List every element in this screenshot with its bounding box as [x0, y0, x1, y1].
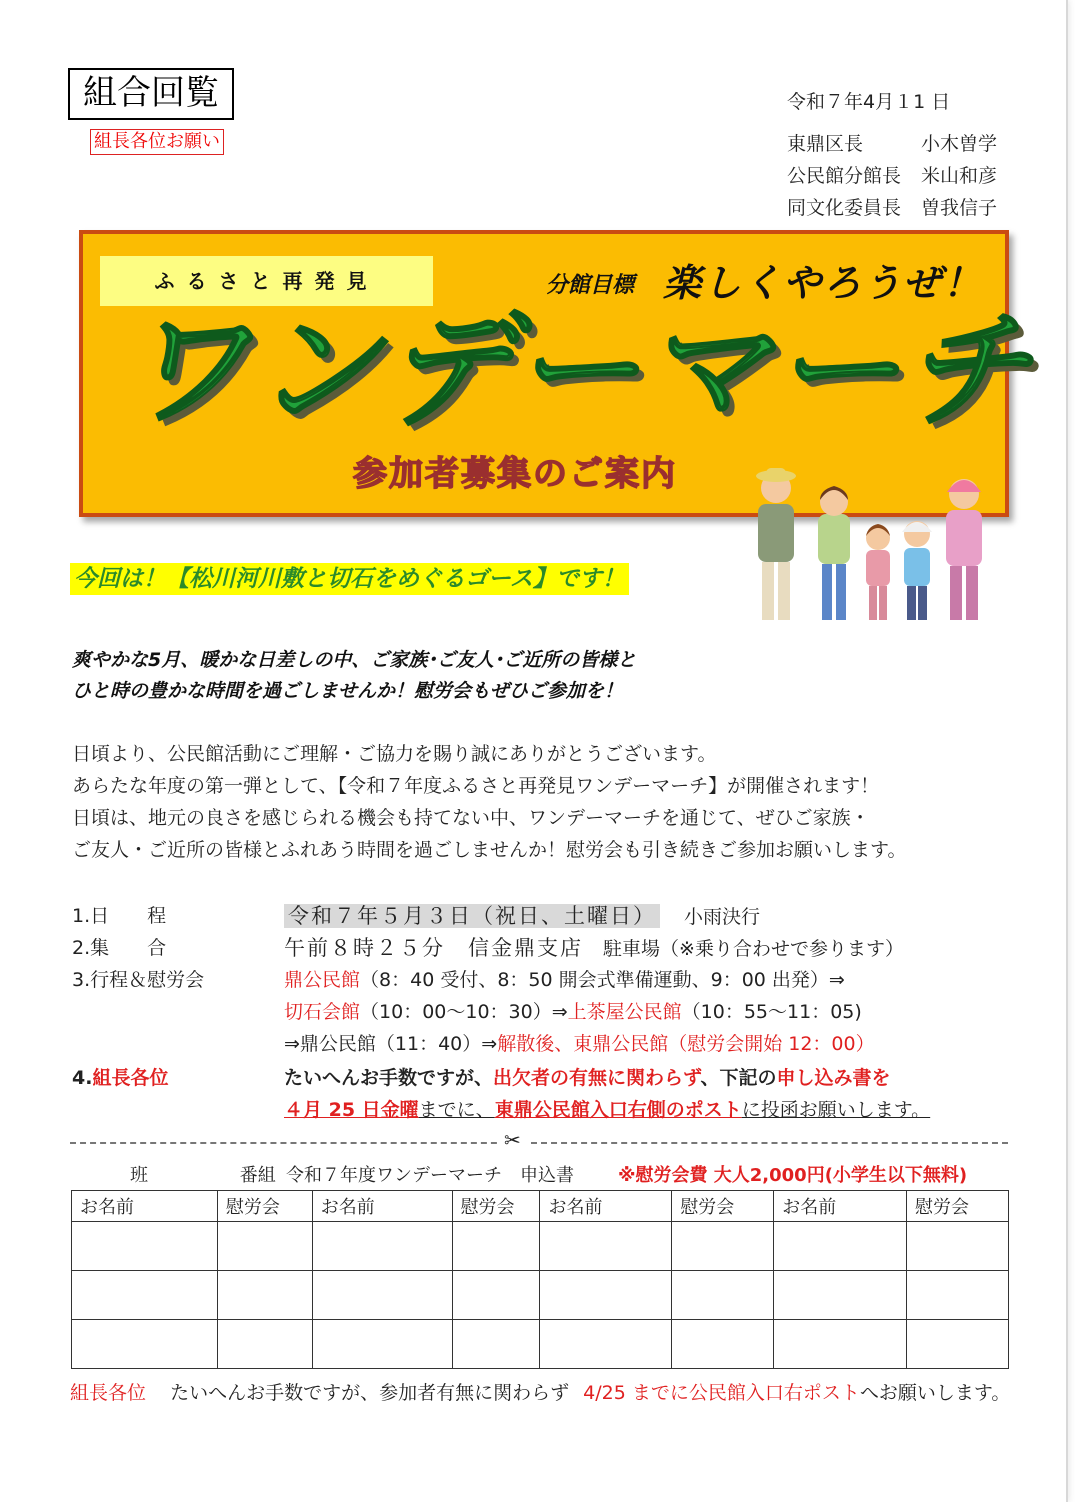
name-cell[interactable]	[540, 1222, 672, 1271]
official-name: 小木曽学	[921, 133, 998, 155]
footer-note	[70, 1378, 1010, 1408]
fee-note: ※慰労会費 大人2,000円(小学生以下無料)	[618, 1165, 968, 1186]
name-cell[interactable]	[312, 1271, 452, 1320]
body-line: 日頃は、地元の良さを感じられる機会も持てない中、ワンデーマーチを通じて、ぜひご家族・	[72, 807, 870, 829]
leaders-emphasis: 申し込み書を	[776, 1067, 891, 1089]
number-label: 番組	[206, 1162, 276, 1191]
meet-place: 駐車場（※乗り合わせで参ります）	[603, 938, 904, 960]
issue-date: 令和７年4月１1 日	[787, 91, 951, 113]
official-row	[787, 192, 997, 224]
name-cell[interactable]	[774, 1271, 907, 1320]
footer-deadline: 4/25 までに公民館入口右ポスト	[583, 1382, 860, 1404]
column-header: お名前	[540, 1191, 672, 1222]
application-table	[71, 1190, 1009, 1369]
meet-time: 午前８時２５分 信金鼎支店	[284, 936, 583, 960]
name-cell[interactable]	[540, 1271, 672, 1320]
schedule-date-row	[284, 900, 760, 933]
officials-list	[787, 128, 997, 224]
form-title: 令和７年度ワンデーマーチ 申込書	[286, 1165, 574, 1186]
leaders-text: 、下記の	[700, 1067, 777, 1089]
goal-text: 楽しくやろうぜ！	[663, 261, 984, 305]
route-place: 上茶屋公民館	[567, 1001, 682, 1023]
footer-label: 組長各位	[70, 1382, 147, 1404]
column-header: 慰労会	[907, 1191, 1009, 1222]
route-text: ⇒鼎公民館（11：40）⇒	[284, 1033, 498, 1055]
leaders-text: たいへんお手数ですが、	[284, 1067, 494, 1089]
name-cell[interactable]	[72, 1320, 218, 1369]
request-tag: 組長各位お願い	[90, 129, 224, 155]
intro-line: 爽やかな5月、暖かな日差しの中、ご家族･ご友人･ご近所の皆様と	[72, 649, 637, 671]
official-name: 米山和彦	[921, 165, 998, 187]
schedule-date-label: 1.日 程	[72, 905, 167, 927]
official-row	[787, 160, 997, 192]
route-place: 鼎公民館	[284, 969, 361, 991]
adult-woman-pink-figure	[946, 479, 982, 620]
schedule-date-note: 小雨決行	[684, 906, 761, 928]
column-header: お名前	[312, 1191, 452, 1222]
recruit-heading: 参加者募集のご案内	[353, 454, 677, 494]
table-header-row	[72, 1191, 1009, 1222]
footer-text: たいへんお手数ですが、参加者有無に関わらず	[170, 1382, 570, 1404]
party-cell[interactable]	[907, 1222, 1009, 1271]
leaders-emphasis: 出欠者の有無に関わらず	[493, 1067, 701, 1089]
route-text: （8：40 受付、8：50 開会式準備運動、9：00 出発）⇒	[360, 969, 845, 991]
leaders-text: までに、	[418, 1099, 495, 1121]
leaders-line-2	[284, 1094, 930, 1126]
official-role: 東鼎区長	[787, 133, 864, 155]
route-line-2	[284, 996, 862, 1028]
schedule-date-value: 令和７年５月３日（祝日、土曜日）	[284, 904, 660, 928]
body-line: あらたな年度の第一弾として、【令和７年度ふるさと再発見ワンデーマーチ】が開催されます！	[72, 775, 880, 797]
leaders-number: 4.	[72, 1067, 93, 1089]
family-illustration	[748, 466, 1008, 626]
party-cell[interactable]	[907, 1271, 1009, 1320]
event-title: ワンデーマーチ	[123, 297, 1033, 444]
child-boy-figure	[902, 521, 932, 620]
name-cell[interactable]	[312, 1222, 452, 1271]
party-cell[interactable]	[452, 1222, 540, 1271]
column-header: お名前	[72, 1191, 218, 1222]
intro-message	[72, 645, 636, 707]
circular-stamp: 組合回覧	[68, 68, 234, 120]
child-girl-figure	[866, 524, 890, 620]
leaders-label: 組長各位	[92, 1067, 169, 1089]
leaders-text: に投函お願いします。	[741, 1099, 931, 1121]
footer-text: へお願いします。	[859, 1382, 1011, 1404]
route-text: （10：55〜11：05)	[681, 1001, 862, 1023]
leaders-line-1	[284, 1062, 891, 1094]
route-place: 切石会館	[284, 1001, 361, 1023]
drop-location: 東鼎公民館入口右側のポスト	[494, 1099, 742, 1121]
name-cell[interactable]	[72, 1271, 218, 1320]
column-header: 慰労会	[452, 1191, 540, 1222]
column-header: 慰労会	[217, 1191, 312, 1222]
body-line: ご友人・ご近所の皆様とふれあう時間を過ごしませんか！慰労会も引き続きご参加お願いします。	[72, 839, 907, 861]
intro-line: ひと時の豊かな時間を過ごしませんか！慰労会もぜひご参加を！	[72, 680, 624, 702]
body-paragraph	[72, 738, 906, 866]
group-field	[84, 1162, 276, 1191]
party-cell[interactable]	[452, 1271, 540, 1320]
route-line-3	[284, 1028, 875, 1060]
official-name: 曽我信子	[921, 197, 998, 219]
route-place: 解散後、東鼎公民館（慰労会開始 12：00）	[497, 1033, 875, 1055]
name-cell[interactable]	[72, 1222, 218, 1271]
party-cell[interactable]	[217, 1320, 312, 1369]
official-row	[787, 128, 997, 160]
name-cell[interactable]	[540, 1320, 672, 1369]
party-cell[interactable]	[452, 1320, 540, 1369]
column-header: 慰労会	[672, 1191, 774, 1222]
group-label: 班	[84, 1162, 194, 1191]
party-cell[interactable]	[672, 1320, 774, 1369]
official-role: 公民館分館長	[787, 165, 902, 187]
party-cell[interactable]	[907, 1320, 1009, 1369]
name-cell[interactable]	[774, 1320, 907, 1369]
schedule-meet-row	[284, 932, 904, 965]
banner-subtitle: ふるさと再発見	[100, 256, 433, 306]
official-role: 同文化委員長	[787, 197, 902, 219]
course-highlight: 今回は！【松川河川敷と切石をめぐるゴース】です！	[70, 563, 629, 595]
schedule-meet-label: 2.集 合	[72, 937, 167, 959]
column-header: お名前	[774, 1191, 907, 1222]
party-cell[interactable]	[217, 1271, 312, 1320]
deadline: ４月 25 日金曜	[284, 1099, 419, 1121]
route-text: （10：00〜10：30）⇒	[360, 1001, 568, 1023]
route-line-1	[284, 964, 845, 996]
leaders-heading	[72, 1062, 168, 1094]
party-cell[interactable]	[217, 1222, 312, 1271]
party-cell[interactable]	[672, 1271, 774, 1320]
name-cell[interactable]	[312, 1320, 452, 1369]
body-line: 日頃より、公民館活動にご理解・ご協力を賜り誠にありがとうございます。	[72, 743, 717, 765]
cut-line	[70, 1142, 1008, 1144]
table-row	[72, 1320, 1009, 1369]
adult-man-figure	[756, 468, 796, 620]
scissors-icon: ✂	[498, 1128, 527, 1152]
schedule-route-label: 3.行程＆慰労会	[72, 969, 205, 991]
goal-label: 分館目標	[546, 273, 635, 298]
table-row	[72, 1222, 1009, 1271]
table-row	[72, 1271, 1009, 1320]
party-cell[interactable]	[672, 1222, 774, 1271]
adult-woman-figure	[818, 486, 850, 620]
name-cell[interactable]	[774, 1222, 907, 1271]
